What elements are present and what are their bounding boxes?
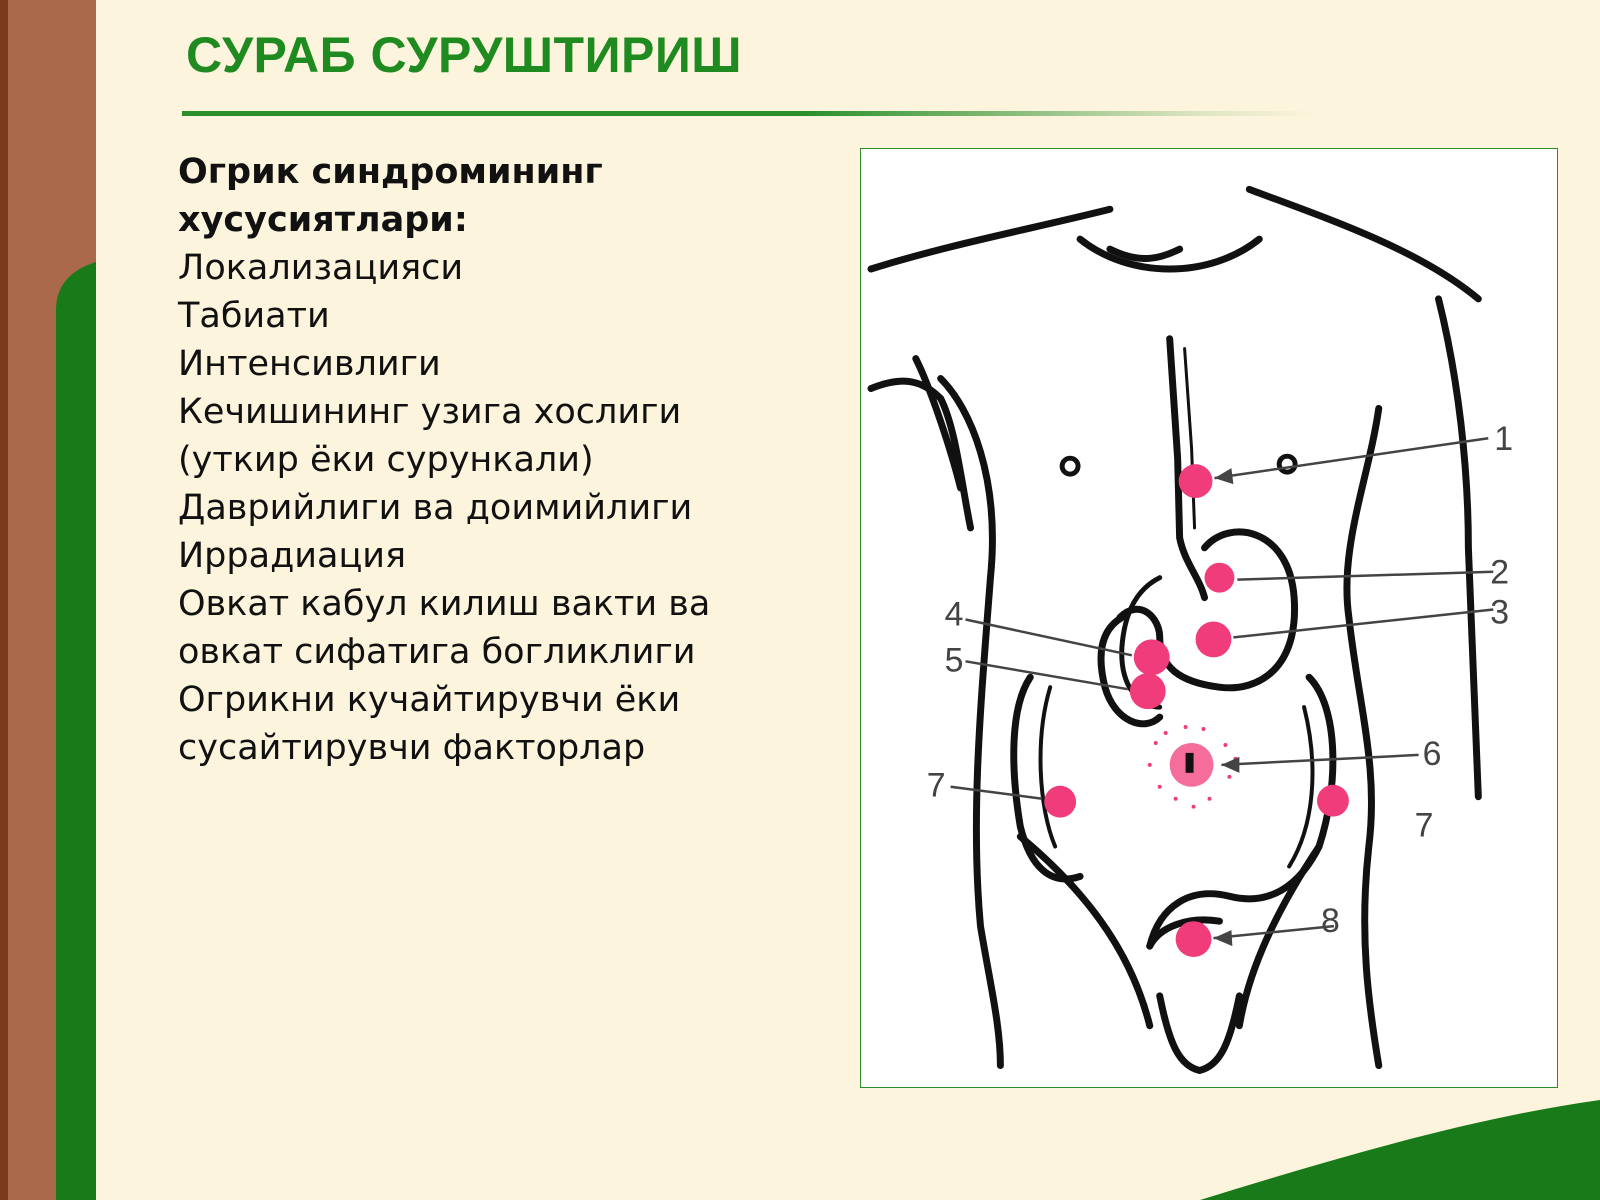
slide-title: СУРАБ СУРУШТИРИШ <box>186 27 743 83</box>
diagram-label-4: 4 <box>944 595 964 634</box>
list-item: Интенсивлиги <box>178 344 441 384</box>
abdominal-pain-diagram <box>860 148 1558 1088</box>
pelvis-line <box>1160 996 1240 1071</box>
list-item: сусайтирувчи факторлар <box>178 728 646 768</box>
list-item: овкат сифатига богликлиги <box>178 632 696 672</box>
diagram-label-3: 3 <box>1490 593 1510 632</box>
diagram-label-6: 6 <box>1422 734 1442 773</box>
arrowhead-6 <box>1221 757 1239 773</box>
right-arm-outline <box>1439 299 1479 797</box>
list-item: Кечишининг узига хослиги <box>178 392 682 432</box>
leader-line-7 <box>951 787 1043 799</box>
esophagus-inner <box>1185 349 1195 528</box>
list-item: Огрикни кучайтирувчи ёки <box>178 680 681 720</box>
diagram-label-1: 1 <box>1494 420 1514 459</box>
pain-point-7-left <box>1044 786 1076 818</box>
leader-line-2 <box>1237 572 1493 580</box>
pain-features-list <box>178 148 778 772</box>
diagram-label-7-left: 7 <box>926 766 946 805</box>
pain-point-3 <box>1196 621 1232 657</box>
list-item: Табиати <box>178 296 330 336</box>
left-clavicle <box>1110 249 1180 258</box>
left-shoulder-outline <box>871 209 1110 269</box>
diagram-label-8: 8 <box>1321 902 1340 941</box>
diagram-label-2: 2 <box>1490 553 1510 592</box>
list-item: Локализацияси <box>178 248 464 288</box>
bottom-right-green-wave <box>1200 1100 1600 1200</box>
pain-point-2 <box>1205 563 1235 593</box>
left-nipple <box>1062 458 1078 474</box>
diagram-label-7-right: 7 <box>1414 806 1434 845</box>
left-torso-outline <box>941 379 1001 1066</box>
list-item: Овкат кабул килиш вакти ва <box>178 584 711 624</box>
pain-point-7-right <box>1317 785 1349 817</box>
sidebar-green-curve <box>56 262 96 1200</box>
arrowhead-1 <box>1214 468 1233 484</box>
list-heading-line1: Огрик синдромининг <box>178 152 603 192</box>
arrowhead-8 <box>1213 930 1232 946</box>
right-nipple <box>1279 456 1295 472</box>
list-heading-line2: хусусиятлари: <box>178 200 468 240</box>
pain-point-5 <box>1130 673 1166 709</box>
leader-line-6 <box>1221 755 1418 765</box>
right-hip-line <box>1239 847 1319 1026</box>
sidebar-dark-edge <box>0 0 8 1200</box>
pain-point-4 <box>1134 639 1170 675</box>
pain-point-6-core <box>1186 753 1194 773</box>
descending-colon-inner <box>1289 707 1312 866</box>
title-underline <box>182 111 1312 116</box>
torso-illustration <box>861 149 1556 1086</box>
list-item: Даврийлиги ва доимийлиги <box>178 488 693 528</box>
right-shoulder-outline <box>1249 189 1478 299</box>
list-item: Иррадиация <box>178 536 407 576</box>
leader-line-1 <box>1214 438 1488 478</box>
pain-point-8 <box>1176 921 1212 957</box>
diagram-label-5: 5 <box>944 641 964 680</box>
leader-line-3 <box>1233 610 1493 638</box>
pain-point-1 <box>1179 464 1213 498</box>
right-torso-outline <box>1347 408 1379 1065</box>
list-item: (уткир ёки сурункали) <box>178 440 594 480</box>
ascending-colon-inner <box>1041 687 1056 846</box>
